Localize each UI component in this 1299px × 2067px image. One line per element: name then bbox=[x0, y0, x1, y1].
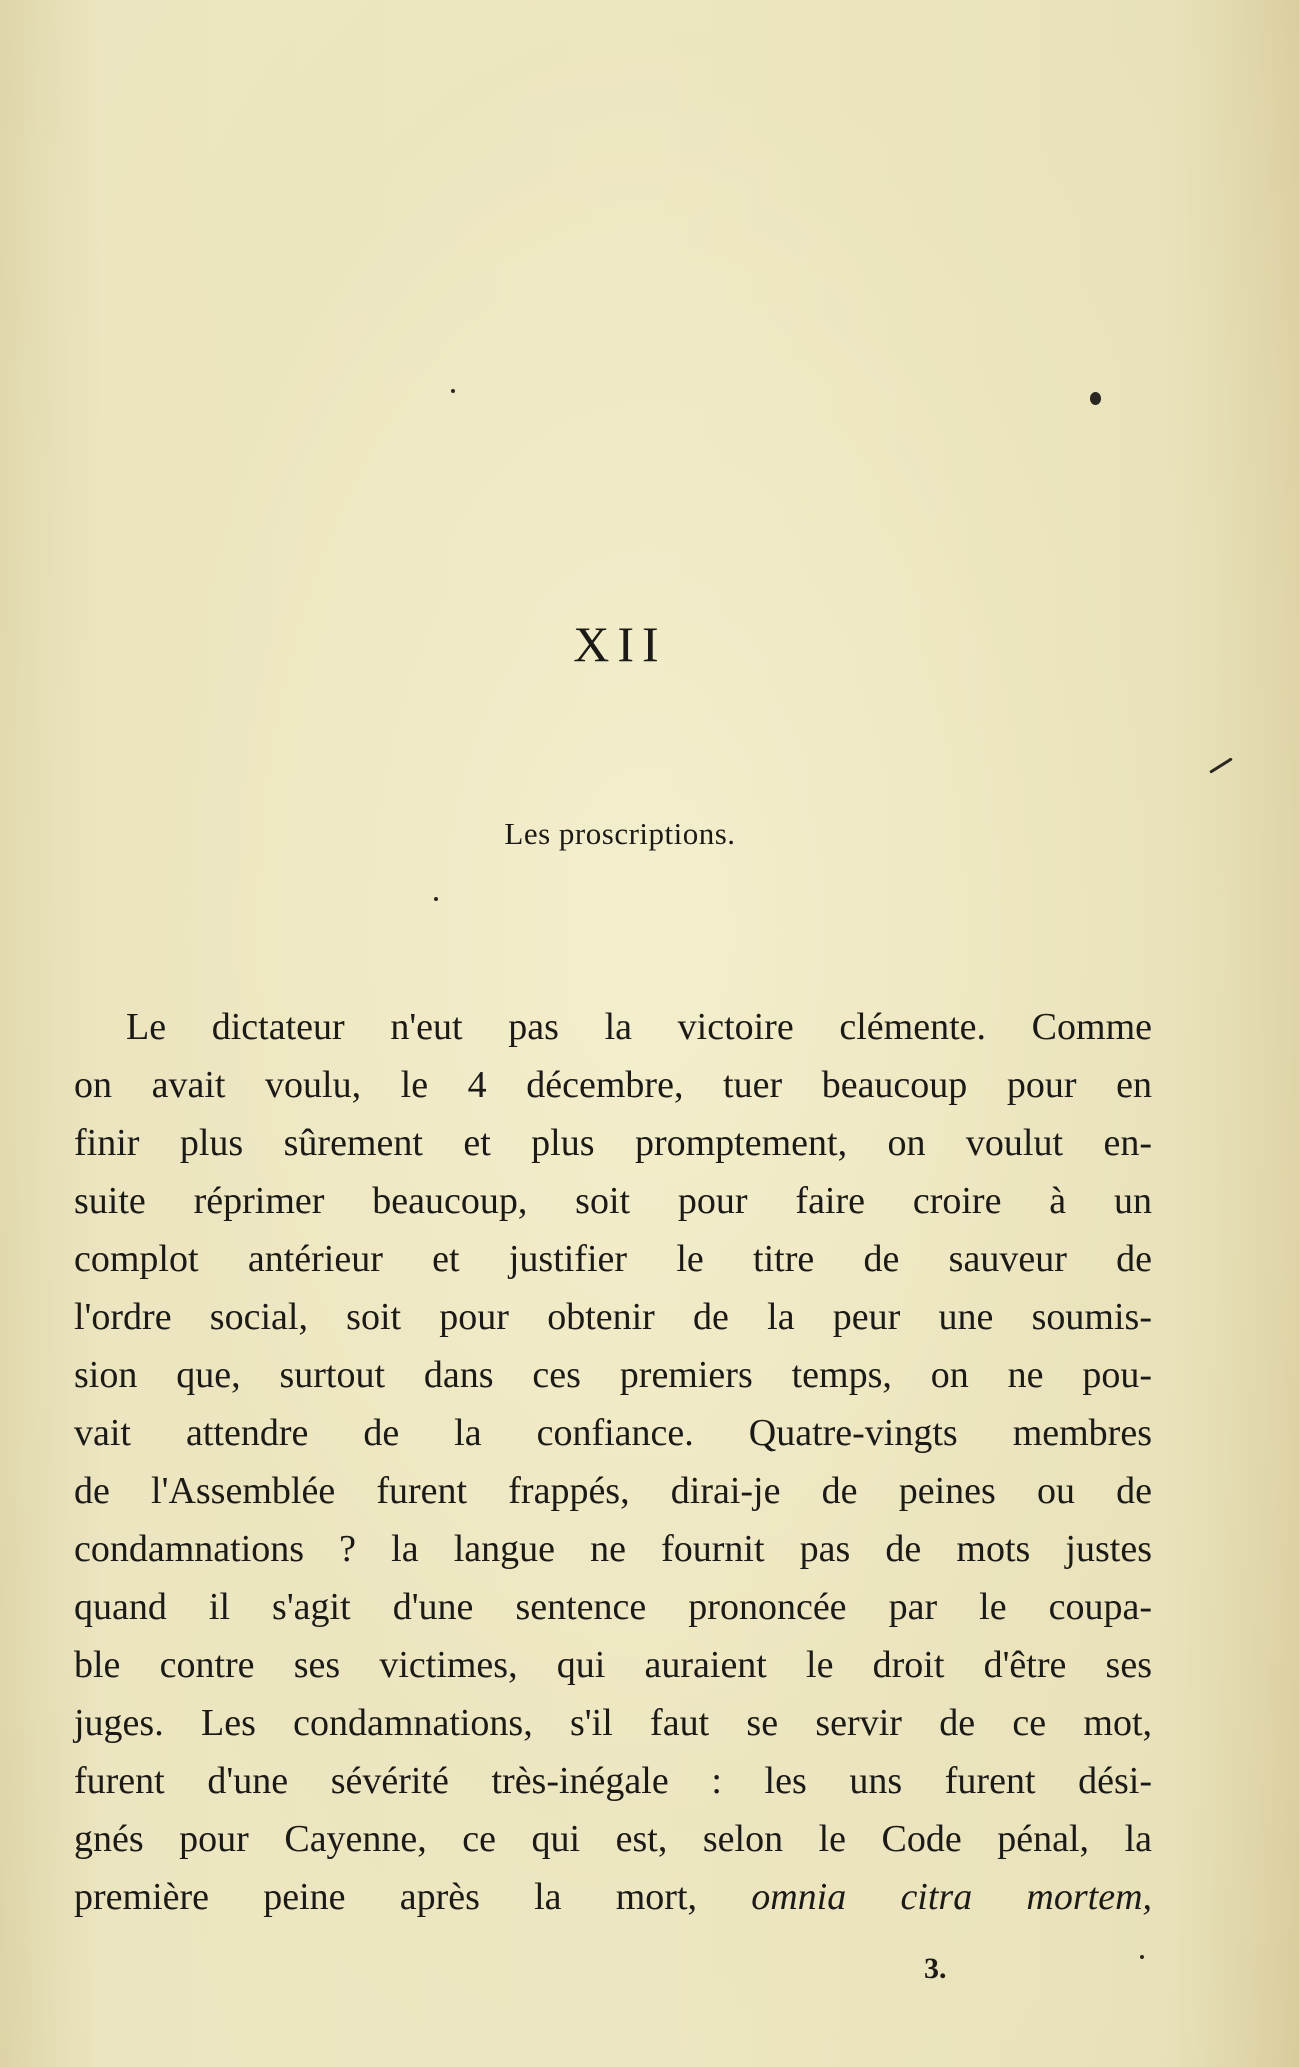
text-line: finir plus sûrement et plus promptement, on voulut en- bbox=[74, 1122, 1152, 1164]
last-line-roman: première peine après la mort, bbox=[74, 1876, 698, 1918]
ink-speck bbox=[451, 389, 455, 393]
ink-speck bbox=[1090, 392, 1101, 405]
text-line: condamnations ? la langue ne fournit pas de mots justes bbox=[74, 1528, 1152, 1570]
text-line: suite réprimer beaucoup, soit pour faire croire à un bbox=[74, 1180, 1152, 1222]
ink-speck bbox=[1140, 1955, 1144, 1959]
text-line: complot antérieur et justifier le titre de sauveur de bbox=[74, 1238, 1152, 1280]
text-line: ble contre ses victimes, qui auraient le droit d'être ses bbox=[74, 1644, 1152, 1686]
chapter-title: Les proscriptions. bbox=[504, 816, 736, 851]
text-line: on avait voulu, le 4 décembre, tuer beaucoup pour en bbox=[74, 1064, 1152, 1106]
body-paragraph bbox=[74, 998, 1152, 1926]
chapter-number: XII bbox=[573, 616, 667, 672]
ink-speck bbox=[434, 897, 438, 901]
signature-mark: 3. bbox=[924, 1952, 947, 1985]
text-line: Le dictateur n'eut pas la victoire clémente. Comme bbox=[126, 1006, 1152, 1048]
text-line: juges. Les condamnations, s'il faut se servir de ce mot, bbox=[74, 1702, 1152, 1744]
latin-phrase: omnia citra mortem, bbox=[751, 1876, 1153, 1918]
ink-speck bbox=[1209, 757, 1233, 773]
text-line: furent d'une sévérité très-inégale : les uns furent dési- bbox=[74, 1760, 1152, 1802]
text-line: gnés pour Cayenne, ce qui est, selon le Code pénal, la bbox=[74, 1818, 1152, 1860]
text-line: l'ordre social, soit pour obtenir de la peur une soumis- bbox=[74, 1296, 1152, 1338]
text-line-last bbox=[74, 1868, 1152, 1926]
text-line: vait attendre de la confiance. Quatre-vingts membres bbox=[74, 1412, 1152, 1454]
text-line: sion que, surtout dans ces premiers temps, on ne pou- bbox=[74, 1354, 1152, 1396]
text-line: quand il s'agit d'une sentence prononcée par le coupa- bbox=[74, 1586, 1152, 1628]
text-line: de l'Assemblée furent frappés, dirai-je de peines ou de bbox=[74, 1470, 1152, 1512]
